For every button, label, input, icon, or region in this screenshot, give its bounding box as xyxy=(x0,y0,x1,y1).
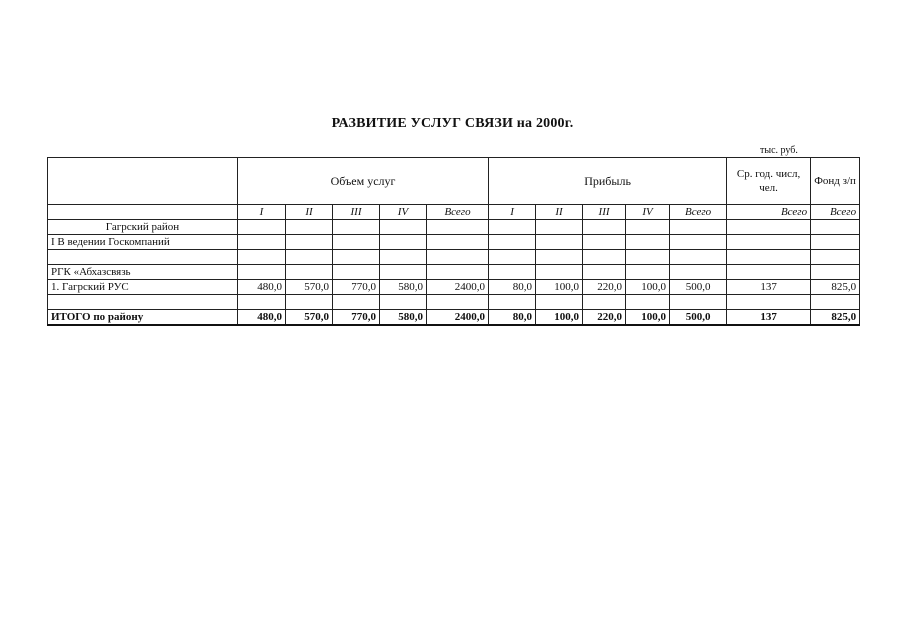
header-volume: Объем услуг xyxy=(238,158,489,205)
empty-cell xyxy=(536,235,583,250)
empty-cell xyxy=(427,265,489,280)
empty-cell xyxy=(380,295,427,310)
total-avg-staff: 137 xyxy=(727,310,811,326)
header-fund: Фонд з/п xyxy=(811,158,860,205)
empty-cell xyxy=(536,220,583,235)
total-fund: 825,0 xyxy=(811,310,860,326)
empty-cell xyxy=(670,295,727,310)
empty-cell xyxy=(489,265,536,280)
row-label-district: Гагрский район xyxy=(48,220,238,235)
empty-cell xyxy=(626,295,670,310)
empty-cell xyxy=(536,295,583,310)
units-label: тыс. руб. xyxy=(760,145,798,156)
empty-cell xyxy=(286,295,333,310)
empty-cell xyxy=(727,220,811,235)
empty-cell xyxy=(811,295,860,310)
row-label-gagra-rus: 1. Гагрский РУС xyxy=(48,280,238,295)
sub-header-profit-q3: III xyxy=(583,205,626,220)
empty-cell xyxy=(48,250,238,265)
empty-cell xyxy=(427,220,489,235)
empty-cell xyxy=(670,250,727,265)
empty-cell xyxy=(380,265,427,280)
header-profit: Прибыль xyxy=(489,158,727,205)
empty-cell xyxy=(626,265,670,280)
empty-cell xyxy=(811,235,860,250)
empty-cell xyxy=(489,295,536,310)
sub-header-volume-q1: I xyxy=(238,205,286,220)
empty-cell xyxy=(48,295,238,310)
total-volume-q3: 770,0 xyxy=(333,310,380,326)
sub-header-row xyxy=(48,205,860,220)
empty-cell xyxy=(427,295,489,310)
table-row xyxy=(48,280,860,295)
sub-header-avg-staff-total: Всего xyxy=(727,205,811,220)
total-profit-q4: 100,0 xyxy=(626,310,670,326)
empty-cell xyxy=(380,250,427,265)
total-volume-q2: 570,0 xyxy=(286,310,333,326)
empty-cell xyxy=(489,250,536,265)
empty-cell xyxy=(380,235,427,250)
empty-cell xyxy=(286,250,333,265)
empty-cell xyxy=(238,295,286,310)
total-volume-total: 2400,0 xyxy=(427,310,489,326)
total-row xyxy=(48,310,860,326)
empty-cell xyxy=(536,250,583,265)
row-label-state-companies: I В ведении Госкомпаний xyxy=(48,235,238,250)
table-row xyxy=(48,265,860,280)
empty-cell xyxy=(811,220,860,235)
empty-cell xyxy=(670,265,727,280)
empty-cell xyxy=(238,220,286,235)
sub-header-volume-total: Всего xyxy=(427,205,489,220)
cell-volume-q1: 480,0 xyxy=(238,280,286,295)
empty-cell xyxy=(286,235,333,250)
sub-header-empty-cell xyxy=(48,205,238,220)
cell-volume-q4: 580,0 xyxy=(380,280,427,295)
empty-cell xyxy=(727,265,811,280)
empty-cell xyxy=(333,220,380,235)
header-empty-cell xyxy=(48,158,238,205)
sub-header-fund-total: Всего xyxy=(811,205,860,220)
table-row xyxy=(48,235,860,250)
sub-header-profit-q2: II xyxy=(536,205,583,220)
empty-cell xyxy=(727,250,811,265)
empty-cell xyxy=(427,250,489,265)
row-label-total: ИТОГО по району xyxy=(48,310,238,326)
empty-cell xyxy=(583,265,626,280)
empty-cell xyxy=(811,250,860,265)
cell-volume-q3: 770,0 xyxy=(333,280,380,295)
empty-cell xyxy=(536,265,583,280)
cell-fund: 825,0 xyxy=(811,280,860,295)
table-row xyxy=(48,295,860,310)
sub-header-profit-q4: IV xyxy=(626,205,670,220)
header-avg-staff: Ср. год. числ, чел. xyxy=(727,158,811,205)
empty-cell xyxy=(583,235,626,250)
cell-profit-q3: 220,0 xyxy=(583,280,626,295)
empty-cell xyxy=(380,220,427,235)
empty-cell xyxy=(727,235,811,250)
report-table xyxy=(47,157,860,326)
cell-volume-q2: 570,0 xyxy=(286,280,333,295)
group-header-row xyxy=(48,158,860,205)
cell-profit-q2: 100,0 xyxy=(536,280,583,295)
empty-cell xyxy=(238,265,286,280)
empty-cell xyxy=(727,295,811,310)
empty-cell xyxy=(583,220,626,235)
sub-header-volume-q2: II xyxy=(286,205,333,220)
empty-cell xyxy=(670,220,727,235)
empty-cell xyxy=(238,235,286,250)
empty-cell xyxy=(626,250,670,265)
sub-header-profit-q1: I xyxy=(489,205,536,220)
row-label-rgk: РГК «Абхазсвязь xyxy=(48,265,238,280)
page-title: РАЗВИТИЕ УСЛУГ СВЯЗИ на 2000г. xyxy=(331,116,574,131)
table-row xyxy=(48,250,860,265)
empty-cell xyxy=(583,250,626,265)
cell-profit-q4: 100,0 xyxy=(626,280,670,295)
empty-cell xyxy=(489,220,536,235)
cell-avg-staff: 137 xyxy=(727,280,811,295)
empty-cell xyxy=(811,265,860,280)
empty-cell xyxy=(670,235,727,250)
empty-cell xyxy=(333,250,380,265)
empty-cell xyxy=(238,250,286,265)
total-profit-q2: 100,0 xyxy=(536,310,583,326)
total-profit-q3: 220,0 xyxy=(583,310,626,326)
empty-cell xyxy=(626,220,670,235)
total-volume-q1: 480,0 xyxy=(238,310,286,326)
cell-profit-q1: 80,0 xyxy=(489,280,536,295)
empty-cell xyxy=(333,265,380,280)
empty-cell xyxy=(333,295,380,310)
cell-volume-total: 2400,0 xyxy=(427,280,489,295)
sub-header-volume-q4: IV xyxy=(380,205,427,220)
empty-cell xyxy=(333,235,380,250)
total-profit-total: 500,0 xyxy=(670,310,727,326)
total-volume-q4: 580,0 xyxy=(380,310,427,326)
empty-cell xyxy=(489,235,536,250)
table-row xyxy=(48,220,860,235)
sub-header-profit-total: Всего xyxy=(670,205,727,220)
cell-profit-total: 500,0 xyxy=(670,280,727,295)
total-profit-q1: 80,0 xyxy=(489,310,536,326)
sub-header-volume-q3: III xyxy=(333,205,380,220)
empty-cell xyxy=(583,295,626,310)
empty-cell xyxy=(626,235,670,250)
empty-cell xyxy=(286,220,333,235)
empty-cell xyxy=(286,265,333,280)
empty-cell xyxy=(427,235,489,250)
